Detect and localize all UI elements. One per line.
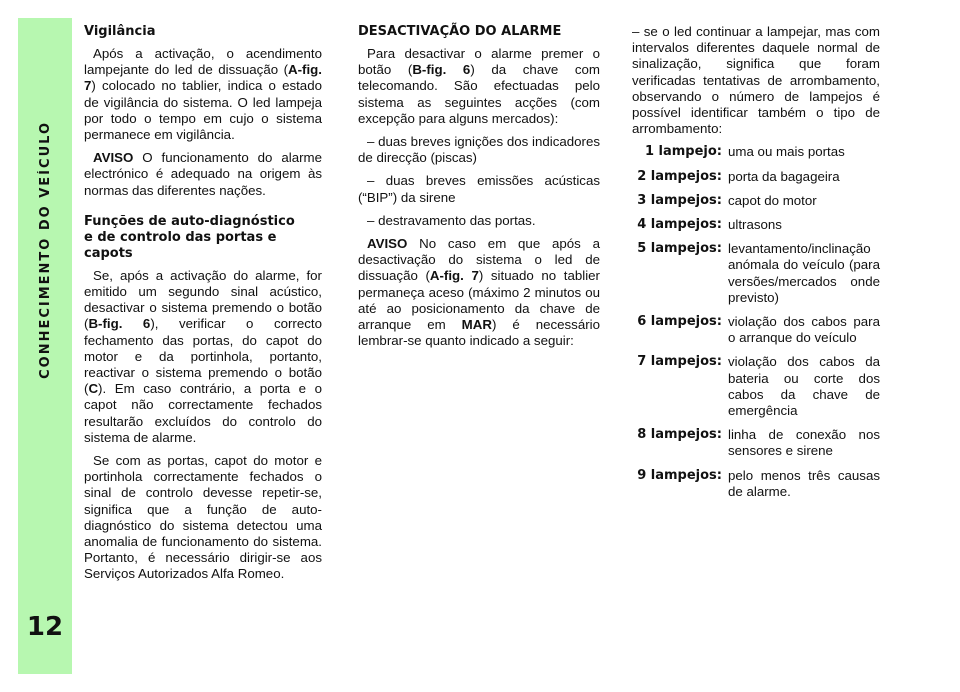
text: Se, após a activação do alarme, for emitido um segundo sinal acústico, desactivar o sistema premendo o botão ( bbox=[84, 267, 322, 332]
heading-line: Funções de auto-diagnóstico bbox=[84, 213, 295, 229]
text: ) da chave com telecomando. São efectuadas pelo sistema as seguintes acções (com excepção para alguns mercados): bbox=[358, 62, 600, 126]
flash-code-row bbox=[632, 169, 880, 185]
flash-code-row bbox=[632, 354, 880, 419]
figure-ref: B-fig. 6 bbox=[412, 62, 471, 78]
flash-code-row bbox=[632, 241, 880, 306]
paragraph-vigilancia bbox=[84, 46, 322, 143]
flash-count: 5 lampejos: bbox=[637, 241, 722, 257]
flash-count: 4 lampejos: bbox=[637, 217, 722, 233]
section-title: CONHECIMENTO DO VEÍCULO bbox=[37, 121, 53, 379]
flash-meaning: violação dos cabos da bateria ou corte dos cabos da chave de emergência bbox=[728, 354, 880, 419]
flash-meaning: violação dos cabos para o arranque do veículo bbox=[728, 314, 880, 346]
flash-code-row bbox=[632, 427, 880, 459]
flash-code-row bbox=[632, 468, 880, 500]
flash-code-list bbox=[632, 144, 880, 500]
text: ) situado no tablier permaneça aceso (máximo 2 minutos ou até ao posicionamento da chave de arranque em bbox=[358, 268, 600, 333]
flash-count: 1 lampejo: bbox=[644, 144, 722, 160]
flash-meaning: uma ou mais portas bbox=[728, 144, 845, 160]
flash-count: 8 lampejos: bbox=[637, 427, 722, 443]
text: ), verificar o correcto fechamento das portas, do capot do motor e da portinhola, portanto, reactivar o sistema premendo o botão ( bbox=[84, 316, 322, 397]
text: ) é necessário lembrar-se quanto indicado a seguir: bbox=[358, 317, 600, 349]
figure-ref: A-fig. 7 bbox=[84, 62, 322, 94]
paragraph-intro: – se o led continuar a lampejar, mas com intervalos diferentes daquele normal de sinalização, significa que foram verificadas tentativas de arrombamento, observando o número de lampejos é possível identificar também o tipo de arrombamento: bbox=[632, 24, 880, 137]
list-item: – destravamento das portas. bbox=[367, 212, 536, 228]
aviso-label: AVISO bbox=[93, 150, 134, 166]
paragraph-aviso bbox=[358, 236, 600, 349]
flash-meaning: capot do motor bbox=[728, 192, 817, 208]
paragraph-servicos: Se com as portas, capot do motor e portinhola correctamente fechados o sinal de controlo devesse repetir-se, significa que a função de auto-diagnóstico do sistema detectou uma anomalia de funcionamento do sistema. Portanto, é necessário dirigir-se aos Serviços Autorizados Alfa Romeo. bbox=[84, 453, 322, 582]
text: ) colocado no tablier, indica o estado de vigilância do sistema. O led lampeja por todo o tempo em cujo o sistema permanece em vigilância. bbox=[84, 78, 322, 143]
flash-count: 6 lampejos: bbox=[637, 314, 722, 330]
flash-count: 7 lampejos: bbox=[637, 354, 722, 370]
flash-count: 2 lampejos: bbox=[637, 168, 722, 184]
key-position: MAR bbox=[461, 317, 492, 333]
list-item: – duas breves ignições dos indicadores de direcção (piscas) bbox=[358, 134, 600, 166]
heading-line: e de controlo das portas e capots bbox=[84, 229, 277, 261]
heading-desactivacao: DESACTIVAÇÃO DO ALARME bbox=[358, 24, 562, 39]
section-title-vertical bbox=[18, 40, 72, 460]
column-2 bbox=[358, 24, 600, 356]
heading-vigilancia: Vigilância bbox=[84, 24, 156, 39]
flash-meaning: levantamento/inclinação anómala do veículo (para versões/mercados onde previsto) bbox=[728, 241, 880, 305]
paragraph-desactivar bbox=[358, 46, 600, 127]
text: No caso em que após a desactivação do sistema o led de dissuação ( bbox=[358, 236, 600, 284]
text: Para desactivar o alarme premer o botão ( bbox=[358, 46, 600, 78]
flash-meaning: linha de conexão nos sensores e sirene bbox=[728, 427, 880, 459]
flash-code-row bbox=[632, 144, 880, 160]
heading-auto-diagnostico bbox=[84, 214, 322, 262]
flash-code-row bbox=[632, 193, 880, 209]
flash-count: 3 lampejos: bbox=[637, 192, 722, 208]
figure-ref: B-fig. 6 bbox=[88, 316, 151, 332]
text: ). Em caso contrário, a porta e o capot não correctamente fechados resultarão excluídos do controlo do sistema de alarme. bbox=[84, 381, 322, 445]
flash-count: 9 lampejos: bbox=[637, 467, 722, 483]
figure-ref: A-fig. 7 bbox=[429, 268, 479, 284]
button-ref: C bbox=[88, 381, 99, 397]
list-item: – duas breves emissões acústicas (“BIP”) da sirene bbox=[358, 173, 600, 205]
flash-code-row bbox=[632, 314, 880, 346]
text: Após a activação, o acendimento lampejante do led de dissuação ( bbox=[84, 46, 322, 78]
page-number: 12 bbox=[26, 612, 64, 642]
paragraph-auto-diagnostico bbox=[84, 268, 322, 446]
flash-meaning: ultrasons bbox=[728, 217, 782, 233]
column-3 bbox=[632, 24, 880, 508]
aviso-label: AVISO bbox=[367, 236, 408, 252]
column-1 bbox=[84, 24, 322, 590]
flash-code-row bbox=[632, 217, 880, 233]
text: O funcionamento do alarme electrónico é adequado na origem às normas das diferentes nações. bbox=[84, 150, 322, 198]
paragraph-aviso bbox=[84, 150, 322, 199]
flash-meaning: porta da bagageira bbox=[728, 168, 840, 184]
flash-meaning: pelo menos três causas de alarme. bbox=[728, 467, 880, 499]
